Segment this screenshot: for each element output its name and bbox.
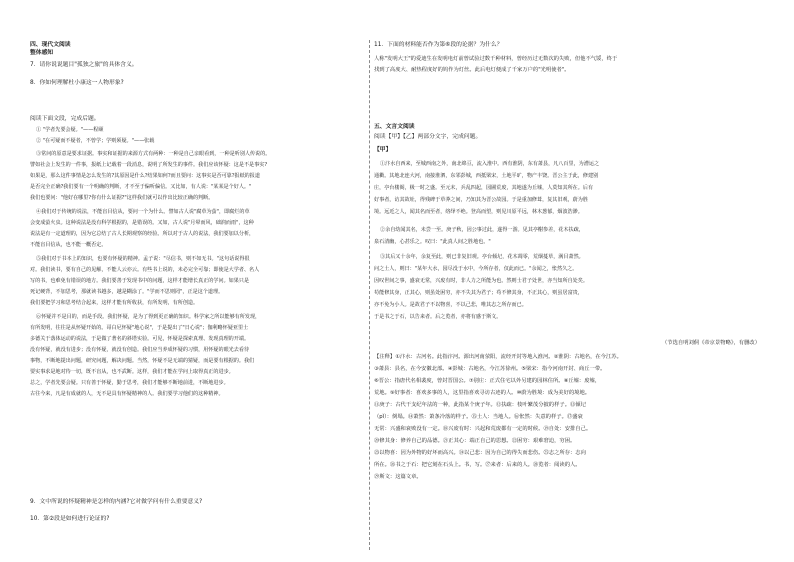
notes-line: ⑪庚子：古代干支纪年法的一种，此指某个庚子年。⑫扶疏：枝叶繁茂分披的样子。⑬倾圮 (374, 402, 586, 408)
paragraph-4-line: ④我们对于传统的说法，不能盲目信从，要问一个为什么。譬如古人说"腐草为萤"，即腐烂的草 (36, 209, 250, 215)
paragraph-4-line: 会变成萤火虫。这种说法是没有科学根据的，是错误的。又如，古人说"月晕而风，础润而雨"，这种 (30, 220, 254, 226)
paragraph-6-line: 事物，不断地提出问题，研究问题，解决问题。当然，怀疑不是无端的猜疑，而是要有根据的。我们 (30, 358, 255, 364)
question-7: 7．请你说说题目"孤独之旅"的具体含义。 (30, 62, 138, 68)
notes-line: ㉙斯文：这篇文章。 (374, 474, 422, 480)
paragraph-5-line: 写的书，也难免有错误的地方。我们要善于发现书中的问题，这样才能增长真正的学问。如果只是 (30, 278, 250, 284)
yi-text-line: 因叹世间之事，盛衰无常，兴废有时，非人力之所能为也。然则士君子处世，亦当知所自处矣。 (374, 278, 588, 284)
source-citation: （节选自明刘侗《帝京景物略》，有删改） (662, 340, 760, 346)
notes-line: ⑳修其身：修养自己的品德。㉑正其心：端正自己的思想。㉒困穷：艰难窘迫，穷困。 (374, 438, 576, 444)
notes-line: （pǐ）：倒塌。⑭萧然：萧条冷落的样子。⑮土人：当地人。⑯怅然：失意的样子。⑰盛衰 (374, 414, 583, 420)
notes-line: 无常：兴盛和衰败没有一定。⑱兴废有时：兴起和荒废都有一定的时候。⑲自处：安排自己。 (374, 426, 592, 432)
right-column (374, 0, 760, 562)
yi-text-line: 亦不免为小人。是故君子不以物喜，不以己悲，唯其志之所存而已。 (374, 302, 527, 308)
paragraph-3-line: 是否完全正确?我们要有一个明确的判断，才不至于偏听偏信。又比如，有人说："某某是个好人。" (30, 184, 252, 190)
jia-text-line: 境。远近之人，闻其名而至者，络绎不绝。登高而望，则见川原平远，林木葱郁，烟波浩渺。 (374, 209, 583, 215)
jia-text-line: 好事者，访其故址，得残碑于草莽之间，乃知其为晋公故园。于是重加修葺，复其旧观，蔚为胜 (374, 197, 588, 203)
paragraph-6-line: ⑥怀疑并不是目的，而是手段。我们怀疑，是为了得到更正确的知识。科学家之所以能够有所发现， (36, 314, 261, 320)
paragraph-3-line: 我们也要问："他好在哪里?你有什么证据?"这样我们就可以作出比较正确的判断。 (30, 195, 214, 201)
jia-text-line: 通衢。其地北连大河，南接淮泗，东邻彭城，西抵梁宋，土地平旷，物产丰饶。晋公主于此，修建别 (374, 173, 599, 179)
notes-line: ③萧县：县名，在今安徽北部。④彭城：古地名，今江苏徐州。⑤梁宋：指今河南开封、商丘一带。 (374, 366, 606, 372)
paragraph-6-line: 有所发明，往往是从怀疑开始的。哥白尼怀疑"地心说"，于是提出了"日心说"；伽利略怀疑亚里士 (30, 325, 249, 331)
yi-text-line: 于是书之于石，以告来者。后之览者，亦将有感于斯文。 (374, 314, 502, 320)
notes-line: ①汴水：古河名。此指汴河。源出河南荥阳，流经开封等地入淮河。②淮阴：古地名，在今江苏。 (395, 354, 622, 360)
yi-text-line: ③其后又十余年，余复至此，则已非复旧观。亭台倾圮，花木凋零，荒烟蔓草，满目萧然。 (380, 254, 584, 260)
section5-title: 五、文言文阅读 (374, 124, 415, 130)
question-8: 8．你如何理解杜小康这一人物形象? (30, 80, 124, 86)
quote-2: ② "在可疑而不疑者，不曾学；学则须疑。"——张载 (36, 138, 155, 144)
yi-text-line: 苟能修其身，正其心，则虽处困穷，亦不失其为君子；苟不修其身，不正其心，则虽居富贵， (374, 290, 583, 296)
jia-text-line: 泉石清幽，心甚乐之。叹曰："此真人间之胜地也。" (374, 239, 491, 245)
paragraph-5-line: 死记硬背，不加思考，那就读书越多，越是糊涂了。"学而不思则罔"，正是这个道理。 (30, 289, 224, 295)
paragraph-6-line: 多德关于落体运动的说法，于是做了著名的斜塔实验。可见，怀疑是探索真理、发现真理的开端。 (30, 336, 250, 342)
paragraph-6-line: 没有怀疑，就没有进步；没有怀疑，就没有创造。我们应当养成怀疑的习惯，用怀疑的眼光去看待 (30, 347, 250, 353)
notes-line: ㉓以物喜：因为外物的好坏而高兴。㉔以己悲：因为自己的得失而悲伤。㉕志之所存：志向 (374, 450, 586, 456)
jia-label: 【甲】 (374, 147, 392, 153)
paragraph-4-line: 不能盲目信从，也不能一概否定。 (30, 242, 107, 248)
reading-prompt: 阅读下面文段，完成后题。 (30, 116, 100, 122)
question-11: 11．下面的材料能否作为第⑥段的论据？为什么？ (374, 42, 503, 48)
section5-prompt: 阅读【甲】【乙】两部分文字，完成问题。 (374, 134, 482, 140)
left-column (30, 0, 368, 562)
jia-text-line: ②余自幼闻其名，未尝一至。庚子秋，因公事过此，遂得一游。见其亭榭参差，花木扶疏， (380, 227, 584, 233)
question-9: 9．文中所说的怀疑精神是怎样的内涵?它对做学问有什么重要意义? (30, 499, 203, 505)
paragraph-6-line: 总之，学者先要会疑。只有善于怀疑，勤于思考，我们才能够不断地前进，不断地进步。 (30, 380, 229, 386)
q11-material-line: 人称"发明大王"的爱迪生在发明电灯前曾试验过数千种材料，曾经历过无数次的失败，但他不气馁，终于 (374, 56, 618, 62)
section4-subtitle: 整体感知 (30, 50, 54, 56)
paragraph-3-line: 如果是，那么这件事情是怎么发生的?其原因是什么?结果如何?而且要问：这事实是否可靠?报纸的报道 (30, 173, 260, 179)
notes-label: 【注释】 (374, 354, 396, 360)
paragraph-5-line: 我们要把学习和思考结合起来，这样才能有所收获，有所发明，有所创造。 (30, 300, 199, 306)
paragraph-3-line: 譬如社会上发生的一件事，报纸上记载着一段消息，说明了所发生的事件。我们应该怀疑：这是不是事实? (30, 162, 268, 168)
q11-material-line: 找到了高度大、耐热程度好的钨作为灯丝。此后电灯便成了千家万户的"光明使者"。 (374, 67, 570, 73)
notes-line: ⑥晋公：指唐代名相裴度，曾封晋国公。⑦别庄：正式住宅以外另建的园林住所。⑧丘墟：废墟， (374, 378, 601, 384)
paragraph-4-line: 说法是有一定道理的，因为它总结了古人长期观察的经验。所以对于古人的说法，我们要加以分析， (30, 231, 255, 237)
question-10: 10．第②段是如何进行论证的? (30, 516, 110, 522)
paragraph-6-line: 古往今来，凡是有成就的人，无不是具有怀疑精神的人。我们要学习他们的这种精神。 (30, 391, 224, 397)
paragraph-3-line: ③常问的原意是要求证据。事实和证据的来源方式有两种：一种是自己亲眼看到，一种是听别人传说的。 (36, 151, 271, 157)
paragraph-5-line: ⑤我们对于书本上的知识，也要有怀疑的精神。孟子说："尽信书，则不如无书。"这句话说得很 (36, 256, 250, 262)
paragraph-5-line: 对。我们读书，要有自己的见解，不能人云亦云。有些书上说的，未必完全可靠；即使是大学者、名人 (30, 267, 260, 273)
section4-title: 四、现代文阅读 (30, 42, 71, 48)
notes-line: 所在。㉖书之于石：把它刻在石头上。书，写。㉗来者：后来的人。㉘览者：阅读的人。 (374, 462, 581, 468)
yi-text-line: 问之土人，则曰："某年大水，园尽没于水中，今所存者，仅此而已。"余闻之，怅然久之。 (374, 266, 578, 272)
notes-line: 荒地。⑨好事者：喜欢多事的人，这里指喜欢寻访古迹的人。⑩蔚为胜境：成为美好的境地。 (374, 390, 591, 396)
jia-text-line: 庄，亭台楼阁，极一时之盛。至元末，兵乱四起，园圃荒废，其地遂为丘墟，人莫知其所在。后有 (374, 185, 594, 191)
quote-1: ① "学者先要会疑。"——程颐 (36, 127, 104, 133)
paragraph-6-line: 要实事求是地对待一切，既不盲从，也不武断。这样，我们才能在学问上取得真正的进步。 (30, 369, 234, 375)
column-divider (369, 40, 370, 550)
jia-text-line: ①汴水自西来，至城西南之外，南北绵亘，流入淮中。西有淮阴，东有萧县，凡八百里，为漕运之 (380, 161, 600, 167)
